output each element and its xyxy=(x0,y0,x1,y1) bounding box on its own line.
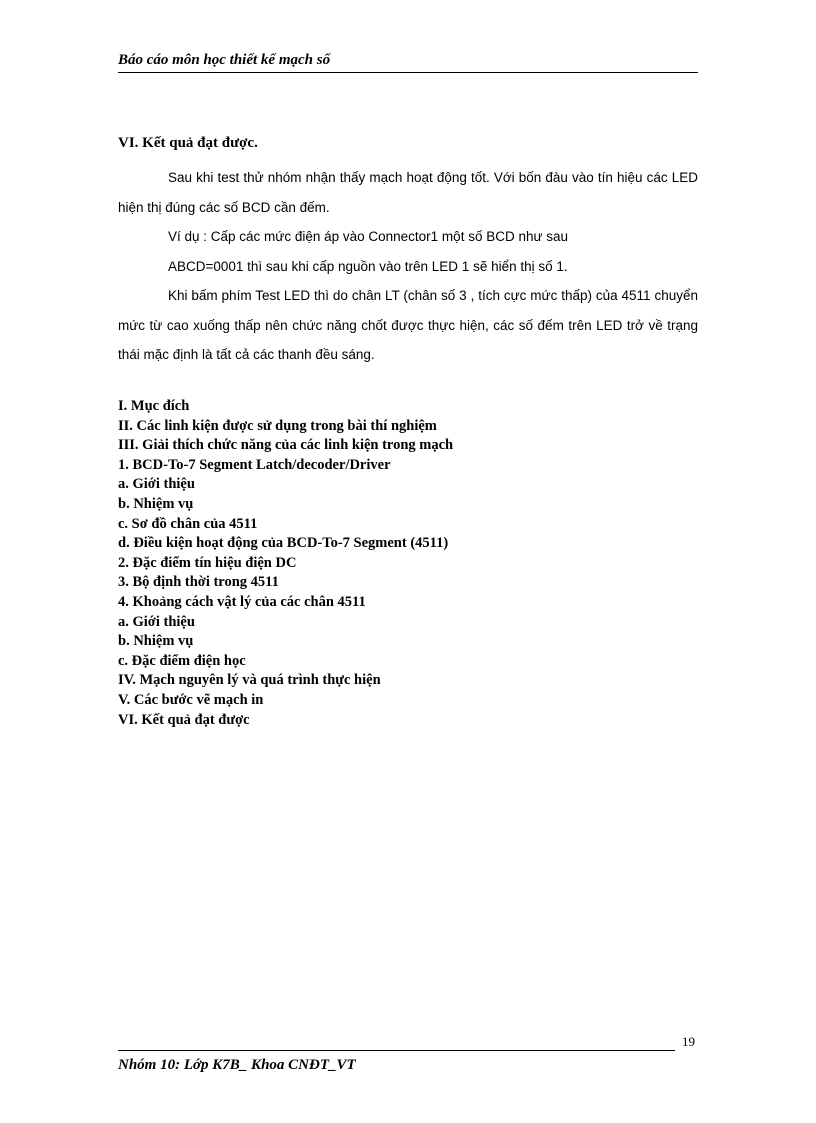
toc-item: d. Điều kiện hoạt động của BCD-To-7 Segment (4511) xyxy=(118,535,449,552)
toc-item: VI. Kết quả đạt được xyxy=(118,711,250,728)
page-header xyxy=(118,50,698,70)
section-title: VI. Kết quả đạt được. xyxy=(118,135,258,151)
paragraph: Khi bấm phím Test LED thì do chân LT (chân số 3 , tích cực mức thấp) của 4511 chuyển mức từ cao xuống thấp nên chức năng chốt được thực hiện, các số đếm trên LED trở về trạng thái mặc định là tất cả các thanh đều sáng. xyxy=(118,288,698,362)
toc-item: c. Sơ đồ chân của 4511 xyxy=(118,515,258,532)
toc-item: V. Các bước vẽ mạch in xyxy=(118,691,264,708)
footer-divider xyxy=(118,1050,675,1051)
header-divider xyxy=(118,72,698,73)
footer-text: Nhóm 10: Lớp K7B_ Khoa CNĐT_VT xyxy=(118,1057,356,1073)
toc-item: III. Giải thích chức năng của các linh kiện trong mạch xyxy=(118,437,454,454)
toc-item: b. Nhiệm vụ xyxy=(118,633,194,650)
paragraph: ABCD=0001 thì sau khi cấp nguồn vào trên LED 1 sẽ hiển thị số 1. xyxy=(168,258,568,274)
toc-item: a. Giới thiệu xyxy=(118,613,195,630)
toc-item: b. Nhiệm vụ xyxy=(118,495,194,512)
toc-item: I. Mục đích xyxy=(118,398,190,414)
results-section xyxy=(118,133,698,370)
toc-item: a. Giới thiệu xyxy=(118,476,195,493)
header-title: Báo cáo môn học thiết kế mạch số xyxy=(118,52,331,68)
paragraph: Sau khi test thử nhóm nhận thấy mạch hoạt động tốt. Với bốn đàu vào tín hiệu các LED hiện thị đúng các số BCD cần đếm. xyxy=(118,170,698,215)
toc-item: IV. Mạch nguyên lý và quá trình thực hiện xyxy=(118,672,381,689)
toc-item: c. Đặc điểm điện học xyxy=(118,652,246,669)
page-number: 19 xyxy=(682,1034,695,1049)
toc-item: 4. Khoảng cách vật lý của các chân 4511 xyxy=(118,593,366,610)
toc-item: 2. Đặc điểm tín hiệu điện DC xyxy=(118,554,297,571)
table-of-contents xyxy=(118,397,698,730)
toc-item: 1. BCD-To-7 Segment Latch/decoder/Driver xyxy=(118,456,391,473)
toc-item: 3. Bộ định thời trong 4511 xyxy=(118,574,279,591)
toc-item: II. Các linh kiện được sử dụng trong bài thí nghiệm xyxy=(118,417,437,434)
paragraph: Ví dụ : Cấp các mức điện áp vào Connector1 một số BCD như sau xyxy=(168,229,569,244)
